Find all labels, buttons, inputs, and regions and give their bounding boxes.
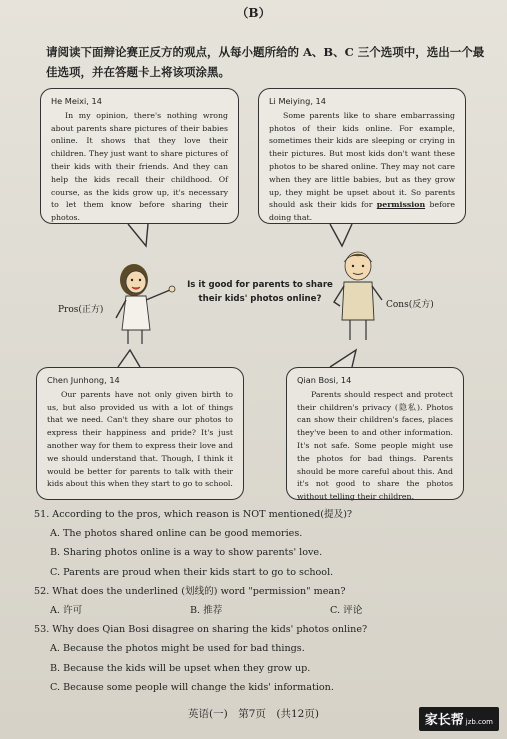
- section-title: （B）: [236, 6, 271, 20]
- instructions: 请阅读下面辩论赛正反方的观点，从每小题所给的 A、B、C 三个选项中，选出一个最佳选项，并在答题卡上将该项涂黑。: [46, 45, 485, 79]
- question-stem: 53. Why does Qian Bosi disagree on sharing the kids' photos online?: [34, 624, 368, 636]
- option-a: A. Because the photos might be used for bad things.: [50, 643, 305, 655]
- cons-label: Cons(反方): [386, 300, 434, 310]
- option-b: B. 推荐: [190, 605, 223, 617]
- question-51: [34, 505, 494, 582]
- debate-question: [186, 278, 334, 306]
- question-stem: 52. What does the underlined (划线的) word "permission" mean?: [34, 585, 346, 597]
- speaker-name: Chen Junhong, 14: [47, 375, 120, 385]
- option-b: B. Sharing photos online is a way to show parents' love.: [50, 547, 323, 559]
- question-stem: 51. According to the pros, which reason is NOT mentioned(提及)?: [34, 509, 353, 520]
- option-c: C. Parents are proud when their kids start to go to school.: [50, 566, 334, 578]
- page-footer: 英语(一) 第7页 (共12页): [188, 708, 319, 720]
- watermark-domain: jzb.com: [465, 718, 493, 726]
- question-53: [34, 620, 494, 697]
- speaker-name: Qian Bosi, 14: [297, 375, 352, 385]
- option-a: A. 许可: [50, 605, 83, 617]
- girl-cartoon-icon: [108, 260, 186, 344]
- debate-question-line: their kids' photos online?: [198, 294, 322, 304]
- question-list: [34, 505, 494, 697]
- speaker-name: Li Meiying, 14: [269, 96, 326, 106]
- pros-label: Pros(正方): [58, 305, 104, 315]
- question-52: [34, 582, 494, 620]
- speech-text: In my opinion, there's nothing wrong about parents share pictures of their babies online. It shows that they love their children. They just want to share pictures of their kids with their friends. And they can help the kids recall their childhood. Of course, as the kids grow up, it's necessary to let them know before sharing their photos.: [51, 110, 228, 223]
- boy-cartoon-icon: [332, 248, 386, 340]
- speech-text-part: before doing that.: [269, 200, 455, 223]
- option-row: [34, 601, 494, 620]
- speaker-name: He Meixi, 14: [51, 96, 102, 106]
- speech-text-part: Some parents like to share embarrassing photos of their kids online. For example, sometimes their kids are sleeping or crying in their pictures. But most kids don't want these photos to be shared online. They may not care when they are little babies, but as they grow up, they might be upset about it. So parents should ask their kids for: [269, 110, 455, 210]
- debate-question-line: Is it good for parents to share: [187, 280, 333, 290]
- watermark-brand: 家长帮: [424, 713, 464, 728]
- underlined-word: permission: [376, 200, 426, 210]
- option-a: A. The photos shared online can be good memories.: [50, 528, 303, 540]
- option-c: C. Because some people will change the kids' information.: [50, 681, 334, 693]
- option-c: C. 评论: [330, 605, 363, 617]
- speech-text: Parents should respect and protect their children's privacy (隐私). Photos can show their children's faces, places they've been to and other information. It's not safe. Some people might use the photos for bad things. Parents should be more careful about this. And it's not good to share the photos without telling their children.: [297, 389, 453, 502]
- option-b: B. Because the kids will be upset when they grow up.: [50, 662, 311, 674]
- watermark-logo: [419, 707, 499, 731]
- speech-text: Our parents have not only given birth to us, but also provided us with a lot of things that we need. Can't they share our photos to express their happiness and pride? It's just another way for them to express their love and we should understand that. Though, I think it would be better for parents to talk with their kids about this when they start to go to school.: [47, 389, 233, 489]
